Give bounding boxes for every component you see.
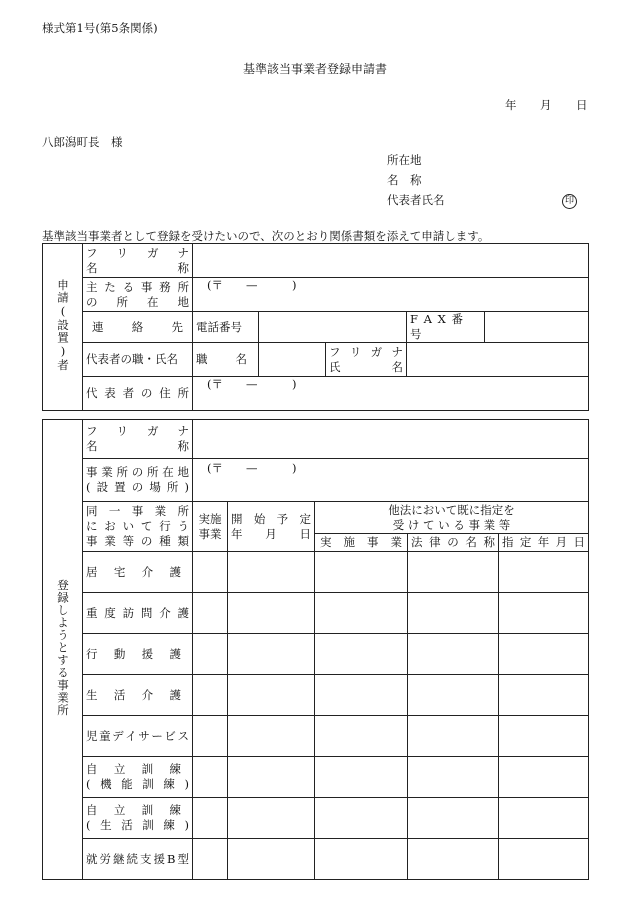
- applicant-table: [42, 243, 589, 411]
- establishment-name-field[interactable]: [193, 420, 589, 459]
- implementation-header: 実施 事業: [193, 502, 228, 552]
- sub-col-law-name: 法 律 の 名 称: [408, 534, 499, 552]
- date-month: 月: [540, 98, 552, 112]
- service-label: 児 童 デ イ サ ー ビ ス: [83, 716, 193, 757]
- law-name-cell[interactable]: [408, 593, 499, 634]
- law-name-cell[interactable]: [408, 716, 499, 757]
- other-service-cell[interactable]: [315, 798, 408, 839]
- service-type-header: 同 一 事 業 所 に お い て 行 う 事 業 等 の 種 類: [83, 502, 193, 552]
- designation-date-cell[interactable]: [499, 552, 589, 593]
- postal-code-placeholder: (〒 — ): [207, 461, 297, 475]
- start-date-header: 開 始 予 定 年 月 日: [228, 502, 315, 552]
- form-number: 様式第1号(第5条関係): [42, 21, 158, 35]
- fax-field[interactable]: [485, 312, 589, 343]
- applicant-name-field[interactable]: [193, 244, 589, 278]
- other-service-cell[interactable]: [315, 839, 408, 880]
- postal-code-placeholder: (〒 — ): [207, 377, 297, 391]
- law-name-cell[interactable]: [408, 675, 499, 716]
- other-law-header: 他法において既に指定を 受 け て い る 事 業 等: [315, 502, 589, 534]
- start-cell[interactable]: [228, 757, 315, 798]
- service-label: 生 活 介 護: [83, 675, 193, 716]
- phone-label: 電話番号: [193, 312, 259, 343]
- impl-cell[interactable]: [193, 552, 228, 593]
- furigana-chars: フ リ ガ ナ: [86, 245, 189, 260]
- date-day: 日: [576, 98, 588, 112]
- start-cell[interactable]: [228, 675, 315, 716]
- representative-name-label: 代表者氏名: [387, 193, 445, 207]
- service-label: 自 立 訓 練 ( 機 能 訓 練 ): [83, 757, 193, 798]
- date-year: 年: [505, 98, 517, 112]
- law-name-cell[interactable]: [408, 798, 499, 839]
- designation-date-cell[interactable]: [499, 634, 589, 675]
- rep-title-name-label: 代表者の職・氏名: [83, 343, 193, 377]
- impl-cell[interactable]: [193, 716, 228, 757]
- other-service-cell[interactable]: [315, 634, 408, 675]
- start-cell[interactable]: [228, 552, 315, 593]
- seal-mark: 印: [562, 192, 577, 209]
- designation-date-cell[interactable]: [499, 757, 589, 798]
- impl-cell[interactable]: [193, 798, 228, 839]
- establishment-side-label: 登録しようとする事業所: [43, 420, 83, 880]
- rep-address-label: 代 表 者 の 住 所: [83, 377, 193, 411]
- main-office-label: 主 た る 事 務 所 の 所 在 地: [83, 278, 193, 312]
- start-cell[interactable]: [228, 634, 315, 675]
- other-service-cell[interactable]: [315, 716, 408, 757]
- establishment-address-field[interactable]: [193, 459, 589, 502]
- start-cell[interactable]: [228, 839, 315, 880]
- phone-field[interactable]: [259, 312, 407, 343]
- impl-cell[interactable]: [193, 839, 228, 880]
- other-service-cell[interactable]: [315, 675, 408, 716]
- applicant-location-label: 所在地: [387, 153, 422, 167]
- designation-date-cell[interactable]: [499, 839, 589, 880]
- designation-date-cell[interactable]: [499, 716, 589, 757]
- impl-cell[interactable]: [193, 675, 228, 716]
- start-cell[interactable]: [228, 716, 315, 757]
- service-label: 自 立 訓 練 ( 生 活 訓 練 ): [83, 798, 193, 839]
- post-label: 職 名: [193, 343, 259, 377]
- designation-date-cell[interactable]: [499, 798, 589, 839]
- addressee: 八郎潟町長 様: [42, 135, 123, 149]
- impl-cell[interactable]: [193, 593, 228, 634]
- service-label: 就 労 継 続 支 援 B 型: [83, 839, 193, 880]
- fax-label: F A X 番 号: [407, 312, 485, 343]
- sub-col-implemented-service: 実 施 事 業: [315, 534, 408, 552]
- sub-col-designation-date: 指 定 年 月 日: [499, 534, 589, 552]
- application-statement: 基準該当事業者として登録を受けたいので、次のとおり関係書類を添えて申請します。: [42, 229, 490, 243]
- other-service-cell[interactable]: [315, 593, 408, 634]
- form-title: 基準該当事業者登録申請書: [242, 62, 387, 76]
- designation-date-cell[interactable]: [499, 593, 589, 634]
- establishment-location-label: 事 業 所 の 所 在 地 ( 設 置 の 場 所 ): [83, 459, 193, 502]
- start-cell[interactable]: [228, 798, 315, 839]
- contact-label: 連 絡 先: [83, 312, 193, 343]
- service-label: 居 宅 介 護: [83, 552, 193, 593]
- law-name-cell[interactable]: [408, 552, 499, 593]
- law-name-cell[interactable]: [408, 634, 499, 675]
- rep-name-field[interactable]: [407, 343, 589, 377]
- applicant-side-label: 申請(設置)者: [43, 244, 83, 411]
- other-service-cell[interactable]: [315, 552, 408, 593]
- service-label: 重 度 訪 問 介 護: [83, 593, 193, 634]
- main-office-address-field[interactable]: [193, 278, 589, 312]
- impl-cell[interactable]: [193, 634, 228, 675]
- rep-address-field[interactable]: [193, 377, 589, 411]
- furigana-name-label: [83, 244, 193, 278]
- law-name-cell[interactable]: [408, 757, 499, 798]
- impl-cell[interactable]: [193, 757, 228, 798]
- name-chars: 名 称: [86, 260, 189, 275]
- service-label: 行 動 援 護: [83, 634, 193, 675]
- start-cell[interactable]: [228, 593, 315, 634]
- other-service-cell[interactable]: [315, 757, 408, 798]
- applicant-name-label: 名 称: [387, 173, 422, 187]
- law-name-cell[interactable]: [408, 839, 499, 880]
- post-field[interactable]: [259, 343, 326, 377]
- rep-furigana-name-label: フ リ ガ ナ 氏 名: [326, 343, 407, 377]
- designation-date-cell[interactable]: [499, 675, 589, 716]
- furigana-name-label: フ リ ガ ナ 名 称: [83, 420, 193, 459]
- postal-code-placeholder: (〒 — ): [207, 278, 297, 292]
- establishment-table: [42, 419, 589, 880]
